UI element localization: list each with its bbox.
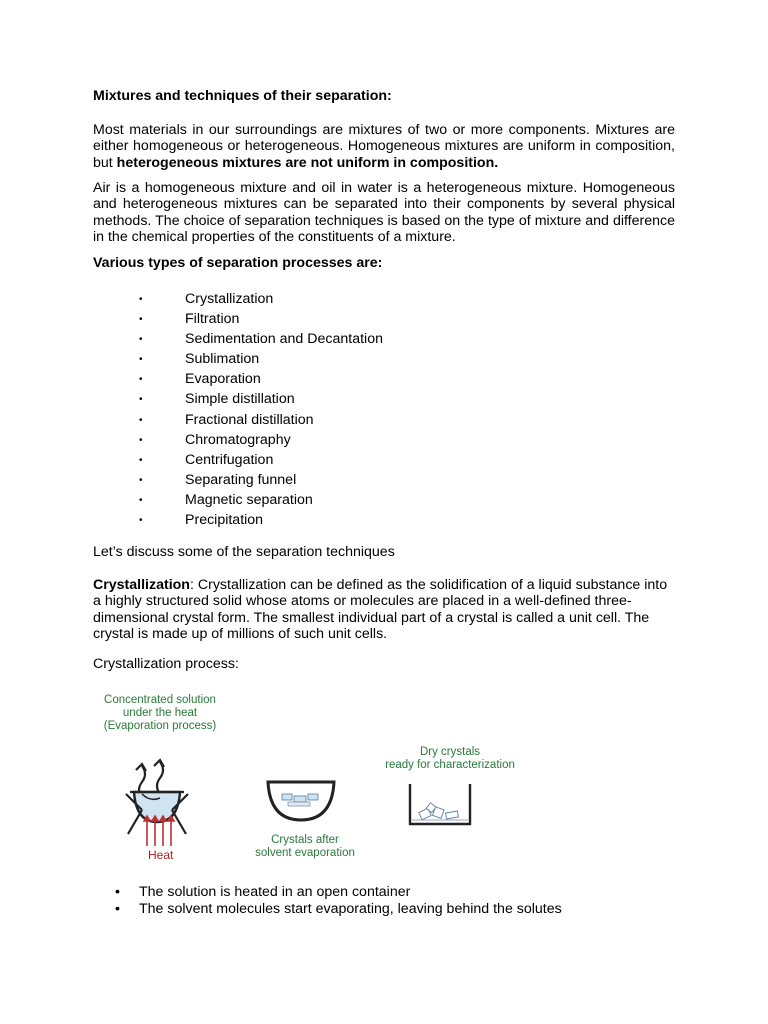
list-item-label: Sedimentation and Decantation: [185, 331, 383, 348]
bullet-icon: •: [115, 901, 120, 917]
heat-label: Heat: [148, 848, 174, 862]
list-item-label: Sublimation: [185, 351, 260, 368]
label-line: Crystals after: [271, 834, 339, 846]
list-item-label: Precipitation: [185, 512, 264, 529]
step-text: The solution is heated in an open container: [139, 884, 411, 900]
bullet-icon: •: [139, 515, 143, 527]
bullet-icon: •: [139, 434, 143, 446]
bullet-icon: •: [139, 334, 143, 346]
process-steps-list: [115, 884, 562, 918]
intro-paragraph: [93, 122, 675, 171]
label-line: solvent evaporation: [255, 847, 355, 859]
list-item-label: Filtration: [185, 311, 240, 328]
list-item-label: Simple distillation: [185, 391, 295, 408]
crystallization-term: Crystallization: [93, 577, 190, 593]
intro-bold-text: heterogeneous mixtures are not uniform in composition.: [116, 154, 499, 171]
label-line: ready for characterization: [385, 759, 515, 771]
list-item-label: Separating funnel: [185, 471, 297, 488]
list-item-label: Magnetic separation: [185, 491, 313, 508]
bullet-icon: •: [139, 294, 143, 305]
bullet-icon: •: [139, 374, 143, 386]
crystallization-definition: : Crystallization can be defined as the solidification of a liquid substance into a highly structured solid whose atoms or molecules are placed in a well-defined three-dimensional crystal form. The smallest individual part of a crystal is called a unit cell. The crystal is made up of millions of such unit cells.: [93, 577, 668, 642]
intro-text: Most materials in our surroundings are mixtures of two or more components. Mixtures are either homogeneous or heterogeneous. Homogeneous mixtures are uniform in composition, but: [93, 122, 675, 171]
bullet-icon: •: [139, 494, 143, 506]
bullet-icon: •: [139, 314, 143, 326]
bullet-icon: •: [139, 354, 143, 366]
process-heading: Crystallization process:: [93, 656, 239, 672]
list-item-label: Centrifugation: [185, 451, 274, 468]
step-text: The solvent molecules start evaporating, leaving behind the solutes: [139, 901, 562, 917]
list-item-label: Chromatography: [185, 431, 291, 448]
crystallization-diagram: [90, 686, 530, 868]
bullet-icon: •: [139, 454, 143, 466]
list-item-label: Fractional distillation: [185, 411, 314, 428]
list-item: [115, 901, 562, 918]
mixtures-paragraph: Air is a homogeneous mixture and oil in water is a heterogeneous mixture. Homogeneous and heterogeneous mixtures can be separated into their components by several physical methods. The choice of separation techniques is based on the type of mixture and difference in the chemical properties of the constituents of a mixture.: [93, 180, 675, 245]
list-item-label: Crystallization: [185, 291, 274, 307]
crystallization-paragraph: [93, 577, 675, 642]
page-title: Mixtures and techniques of their separation:: [93, 88, 392, 104]
list-item: [115, 884, 562, 901]
label-line: Dry crystals: [419, 746, 481, 758]
diagram-drawing: [90, 686, 530, 868]
label-line: Concentrated solution: [104, 694, 216, 706]
dry-crystals-container-icon: [410, 784, 470, 824]
discuss-line: Let’s discuss some of the separation techniques: [93, 544, 395, 560]
label-line: (Evaporation process): [103, 720, 217, 732]
crystal-bowl-icon: [268, 782, 334, 820]
bullet-icon: •: [139, 414, 143, 426]
bullet-icon: •: [139, 394, 143, 406]
label-line: under the heat: [122, 707, 198, 719]
bullet-icon: •: [139, 474, 143, 486]
bullet-icon: •: [115, 884, 120, 900]
types-heading: Various types of separation processes are:: [93, 255, 383, 271]
list-item-label: Evaporation: [185, 371, 261, 388]
